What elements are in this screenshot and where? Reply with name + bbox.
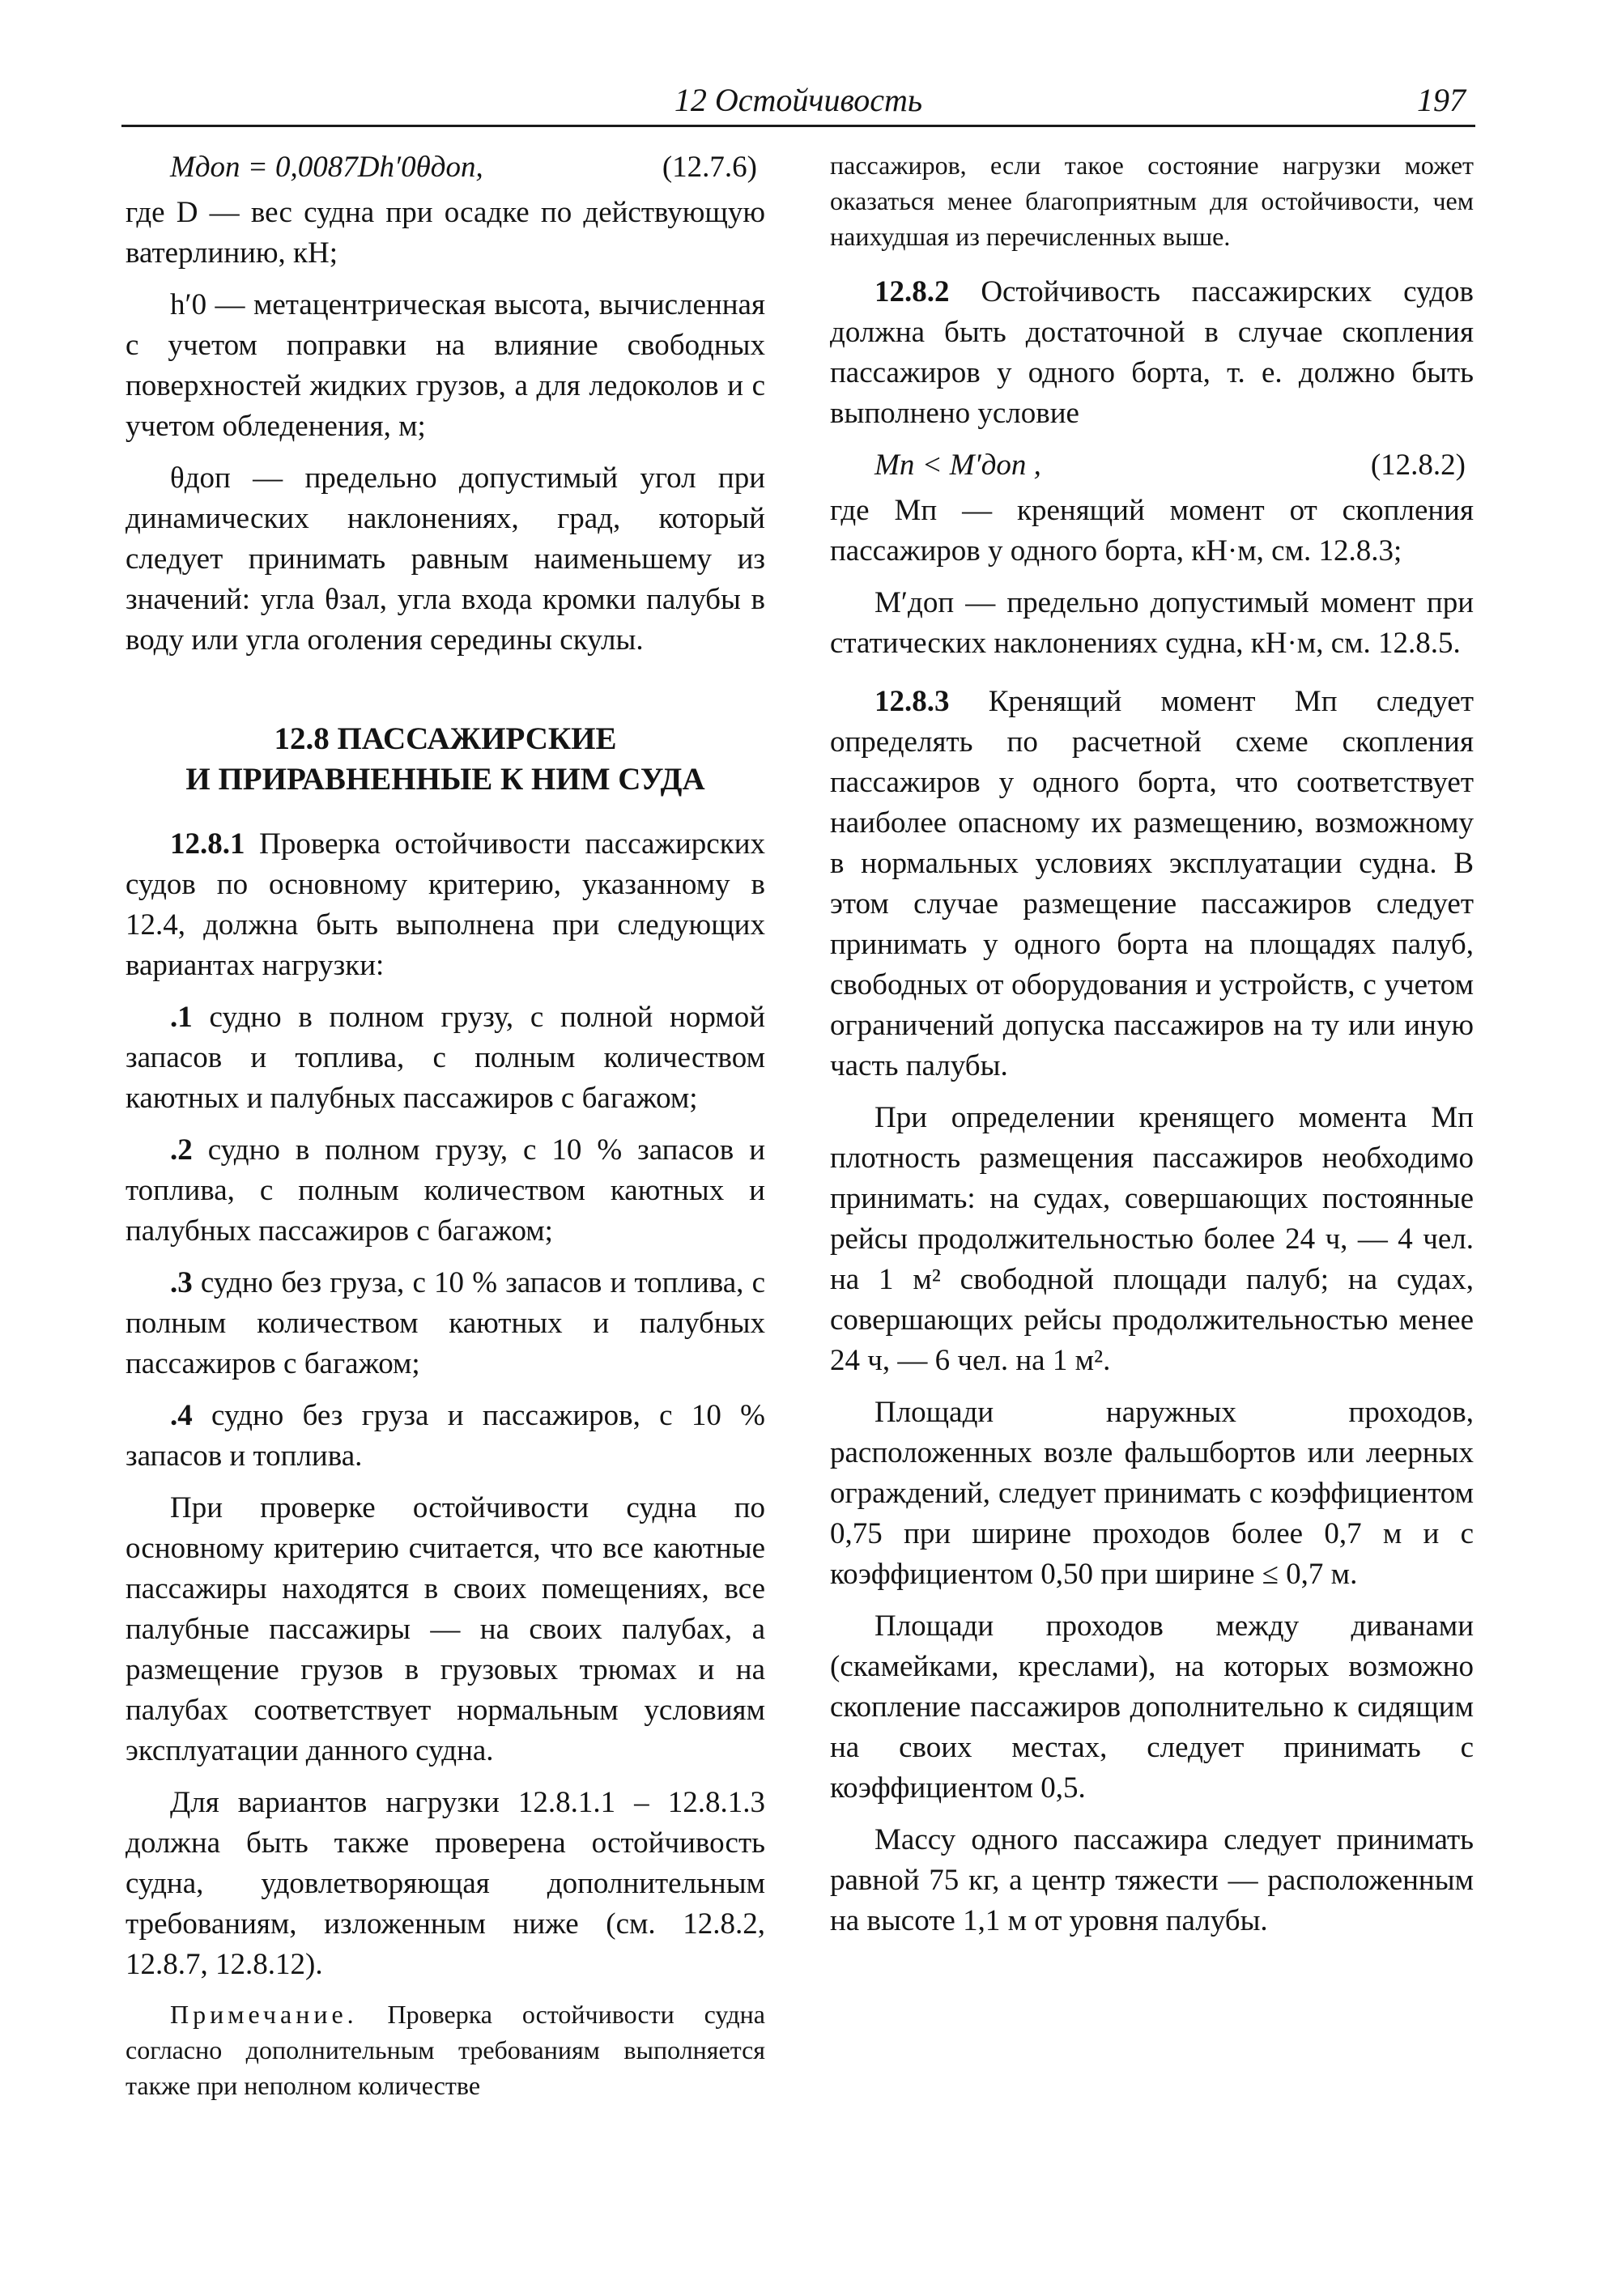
clause-number: 12.8.2 [874, 275, 950, 308]
section-heading [126, 719, 765, 800]
section-heading-line1: 12.8 ПАССАЖИРСКИЕ [274, 721, 617, 756]
list-item-number: .3 [170, 1266, 193, 1299]
paragraph-passages-between-seats: Площади проходов между диванами (скамейками, креслами), на которых возможно скопление пассажиров дополнительно к сидящим на своих местах, следует принимать с коэффициентом 0,5. [830, 1609, 1474, 1805]
list-item-number: .4 [170, 1399, 193, 1432]
paragraph-outer-passages: Площади наружных проходов, расположенных возле фальшбортов или леерных ограждений, следует принимать с коэффициентом 0,75 при ширине проходов более 0,7 м и с коэффициентом 0,50 при ширине ≤ 0,7 м. [830, 1396, 1474, 1591]
clause-number: 12.8.1 [170, 827, 245, 861]
clause-number: 12.8.3 [874, 685, 950, 718]
paragraph-12-8-2 [830, 272, 1474, 434]
formula-expression: Mп < M′доп , [874, 449, 1041, 482]
paragraph-12-8-3 [830, 682, 1474, 1086]
definition-mp: где Mп — кренящий момент от скопления пассажиров у одного борта, кН·м, см. 12.8.3; [830, 494, 1474, 568]
left-column [126, 147, 765, 2115]
formula-number: (12.8.2) [1370, 449, 1466, 482]
list-item-number: .2 [170, 1133, 193, 1167]
definition-m-dop: M′доп — предельно допустимый момент при статических наклонениях судна, кН·м, см. 12.8.5. [830, 586, 1474, 660]
running-title: 12 Остойчивость [674, 82, 923, 118]
list-item [126, 1263, 765, 1384]
paragraph-main-criterion: При проверке остойчивости судна по основному критерию считается, что все каютные пассажиры находятся в своих помещениях, все палубные пассажиры — на своих палубах, а размещение грузов в грузовых трюмах и на палубах соответствует нормальным условиям эксплуатации данного судна. [126, 1491, 765, 1767]
right-column [830, 147, 1474, 1953]
page-header [121, 79, 1475, 127]
list-item [126, 1130, 765, 1252]
formula-12-7-6 [126, 147, 765, 188]
paragraph-load-variants: Для вариантов нагрузки 12.8.1.1 – 12.8.1.3 должна быть также проверена остойчивость судна, удовлетворяющая дополнительным требованиям, изложенным ниже (см. 12.8.2, 12.8.7, 12.8.12). [126, 1786, 765, 1981]
list-item-text: судно в полном грузу, с 10 % запасов и топлива, с полным количеством каютных и палубных пассажиров с багажом; [126, 1133, 765, 1248]
note-continuation: пассажиров, если такое состояние нагрузки может оказаться менее благоприятным для остойчивости, чем наихудшая из перечисленных выше. [830, 151, 1474, 251]
paragraph-12-8-1 [126, 824, 765, 986]
note-text: Проверка остойчивости судна согласно дополнительным требованиям выполняется также при неполном количестве [126, 2000, 765, 2100]
list-item [126, 1396, 765, 1477]
note-label: Примечание. [170, 2000, 358, 2029]
formula-number: (12.7.6) [662, 151, 757, 184]
paragraph-passenger-mass: Массу одного пассажира следует принимать равной 75 кг, а центр тяжести — расположенным на высоте 1,1 м от уровня палубы. [830, 1823, 1474, 1937]
formula-expression: Mдоп = 0,0087Dh′0θдоп, [170, 151, 483, 184]
list-item-text: судно в полном грузу, с полной нормой запасов и топлива, с полным количеством каютных и палубных пассажиров с багажом; [126, 1001, 765, 1115]
section-heading-line2: И ПРИРАВНЕННЫЕ К НИМ СУДА [185, 762, 705, 797]
list-item-text: судно без груза, с 10 % запасов и топлива, с полным количеством каютных и палубных пассажиров с багажом; [126, 1266, 765, 1380]
page-number: 197 [1417, 82, 1466, 118]
paragraph-text: Кренящий момент Mп следует определять по расчетной схеме скопления пассажиров у одного борта, что соответствует наиболее опасному их размещению, возможному в нормальных условиях эксплуатации судна. В этом случае размещение пассажиров следует принимать у одного борта на площадях палуб, свободных от оборудования и устройств, с учетом ограничений допуска пассажиров на ту или иную часть палубы. [830, 685, 1474, 1082]
definition-h0: h′0 — метацентрическая высота, вычисленная с учетом поправки на влияние свободных поверхностей жидких грузов, а для ледоколов и с учетом обледенения, м; [126, 288, 765, 443]
note [126, 1996, 765, 2103]
definition-d: где D — вес судна при осадке по действующую ватерлинию, кН; [126, 196, 765, 270]
definition-theta: θдоп — предельно допустимый угол при динамических наклонениях, град, который следует принимать равным наименьшему из значений: угла θзал, угла входа кромки палубы в воду или угла оголения середины скулы. [126, 461, 765, 657]
paragraph-text: Проверка остойчивости пассажирских судов по основному критерию, указанному в 12.4, должна быть выполнена при следующих вариантах нагрузки: [126, 827, 765, 982]
formula-12-8-2 [830, 445, 1474, 486]
list-item [126, 997, 765, 1119]
list-item-text: судно без груза и пассажиров, с 10 % запасов и топлива. [126, 1399, 765, 1473]
list-item-number: .1 [170, 1001, 193, 1034]
paragraph-density: При определении кренящего момента Mп плотность размещения пассажиров необходимо принимать: на судах, совершающих постоянные рейсы продолжительностью более 24 ч, — 4 чел. на 1 м² свободной площади палуб; на судах, совершающих рейсы продолжительностью менее 24 ч, — 6 чел. на 1 м². [830, 1101, 1474, 1377]
paragraph-text: Остойчивость пассажирских судов должна быть достаточной в случае скопления пассажиров у одного борта, т. е. должно быть выполнено условие [830, 275, 1474, 430]
